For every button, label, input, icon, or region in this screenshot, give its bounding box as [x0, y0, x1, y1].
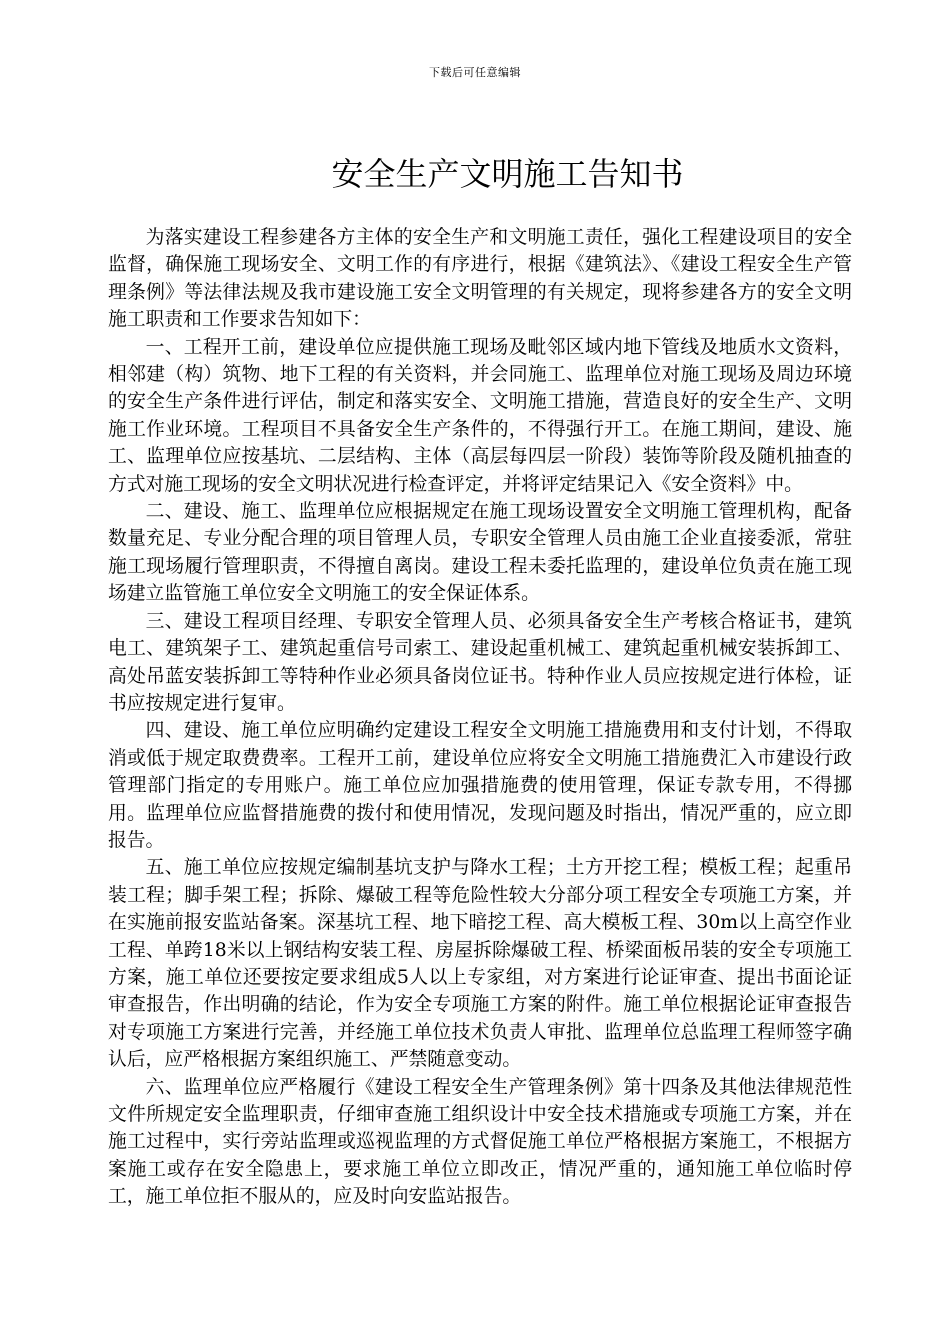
paragraph-item-3: 三、建设工程项目经理、专职安全管理人员、必须具备安全生产考核合格证书，建筑电工、建筑架子工、建筑起重信号司索工、建设起重机械工、建筑起重机械安装拆卸工、高处吊蓝安装拆卸工等特种作业必须具备岗位证书。特种作业人员应按规定进行体检，证书应按规定进行复审。	[108, 610, 852, 714]
paragraph-item-4: 四、建设、施工单位应明确约定建设工程安全文明施工措施费用和支付计划，不得取消或低于规定取费费率。工程开工前，建设单位应将安全文明施工措施费汇入市建设行政管理部门指定的专用账户。施工单位应加强措施费的使用管理，保证专款专用，不得挪用。监理单位应监督措施费的拨付和使用情况，发现问题及时指出，情况严重的，应立即报告。	[108, 720, 852, 851]
paragraph-item-1: 一、工程开工前，建设单位应提供施工现场及毗邻区域内地下管线及地质水文资料，相邻建（构）筑物、地下工程的有关资料，并会同施工、监理单位对施工现场及周边环境的安全生产条件进行评估，制定和落实安全、文明施工措施，营造良好的安全生产、文明施工作业环境。工程项目不具备安全生产条件的，不得强行开工。在施工期间，建设、施工、监理单位应按基坑、二层结构、主体（高层每四层一阶段）装饰等阶段及随机抽查的方式对施工现场的安全文明状况进行检查评定，并将评定结果记入《安全资料》中。	[108, 336, 852, 495]
paragraph-item-5: 五、施工单位应按规定编制基坑支护与降水工程；土方开挖工程；模板工程；起重吊装工程；脚手架工程；拆除、爆破工程等危险性较大分部分项工程安全专项施工方案，并在实施前报安监站备案。深基坑工程、地下暗挖工程、高大模板工程、30m以上高空作业工程、单跨18米以上钢结构安装工程、房屋拆除爆破工程、桥梁面板吊装的安全专项施工方案，施工单位还要按定要求组成5人以上专家组，对方案进行论证审查、提出书面论证审查报告，作出明确的结论，作为安全专项施工方案的附件。施工单位根据论证审查报告对专项施工方案进行完善，并经施工单位技术负责人审批、监理单位总监理工程师签字确认后，应严格根据方案组织施工、严禁随意变动。	[108, 857, 852, 1071]
header-note: 下载后可任意编辑	[429, 66, 521, 79]
paragraph-intro: 为落实建设工程参建各方主体的安全生产和文明施工责任，强化工程建设项目的安全监督，确保施工现场安全、文明工作的有序进行，根据《建筑法》、《建设工程安全生产管理条例》等法律法规及我市建设施工安全文明管理的有关规定，现将参建各方的安全文明施工职责和工作要求告知如下：	[108, 227, 852, 331]
paragraph-item-2: 二、建设、施工、监理单位应根据规定在施工现场设置安全文明施工管理机构，配备数量充足、专业分配合理的项目管理人员，专职安全管理人员由施工企业直接委派，常驻施工现场履行管理职责，不得擅自离岗。建设工程未委托监理的，建设单位负责在施工现场建立监管施工单位安全文明施工的安全保证体系。	[108, 501, 852, 605]
paragraph-item-6: 六、监理单位应严格履行《建设工程安全生产管理条例》第十四条及其他法律规范性文件所规定安全监理职责，仔细审查施工组织设计中安全技术措施或专项施工方案，并在施工过程中，实行旁站监理或巡视监理的方式督促施工单位严格根据方案施工，不根据方案施工或存在安全隐患上，要求施工单位立即改正，情况严重的，通知施工单位临时停工，施工单位拒不服从的，应及时向安监站报告。	[108, 1076, 852, 1208]
document-title: 安全生产文明施工告知书	[331, 155, 684, 193]
document-body	[108, 224, 852, 1211]
